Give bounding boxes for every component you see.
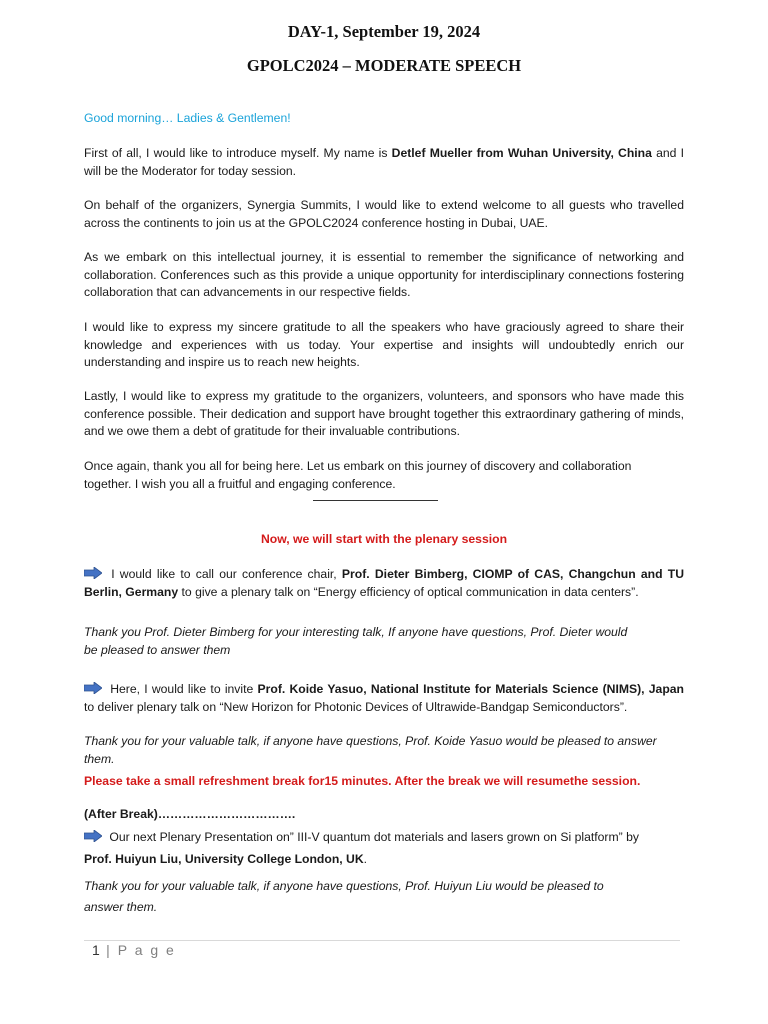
talk2-speaker: Prof. Koide Yasuo, National Institute for Materials Science (NIMS), Japan xyxy=(257,682,685,696)
footer-separator: | xyxy=(100,942,118,958)
talk3-speaker: Prof. Huiyun Liu, University College London, UK xyxy=(84,852,364,866)
talk3-text: Our next Plenary Presentation on” III-V quantum dot materials and lasers grown on Si platform” by xyxy=(106,830,639,844)
talk2-intro xyxy=(84,681,684,716)
organizers-paragraph: Lastly, I would like to express my gratitude to the organizers, volunteers, and sponsors who have made this conference possible. Their dedication and support have brought together this extraordinary gathering of minds, and we owe them a debt of gratitude for their invaluable contributions. xyxy=(84,389,684,438)
talk3-intro xyxy=(84,826,639,870)
page-number: 1 xyxy=(92,942,101,958)
talk1-thanks: Thank you Prof. Dieter Bimberg for your interesting talk, If anyone have questions, Prof. Dieter would be pleased to answer them xyxy=(84,625,628,657)
greeting-text: Good morning… Ladies & Gentlemen! xyxy=(84,111,291,125)
page-label: P a g e xyxy=(117,942,176,958)
right-arrow-icon xyxy=(84,567,102,579)
welcome-paragraph: On behalf of the organizers, Synergia Summits, I would like to extend welcome to all guests who travelled across the continents to join us at the GPOLC2024 conference hosting in Dubai, UAE. xyxy=(84,198,684,230)
break-notice: Please take a small refreshment break for15 minutes. After the break we will resumethe session. xyxy=(84,774,641,788)
journey-paragraph: As we embark on this intellectual journey, it is essential to remember the significance of networking and collaboration. Conferences such as this provide a unique opportunity for interdisciplinary connections fostering collaboration that can advancements in our respective fields. xyxy=(84,250,684,299)
talk1-speaker: Prof. Dieter Bimberg, CIOMP of CAS, Changchun and TU Berlin, Germany xyxy=(84,567,684,599)
talk2-thanks: Thank you for your valuable talk, if anyone have questions, Prof. Koide Yasuo would be pleased to answer them. xyxy=(84,734,657,766)
after-break-label: (After Break)……………………………. xyxy=(84,807,296,821)
talk1-intro xyxy=(84,566,684,601)
intro-paragraph xyxy=(84,145,684,180)
document-title: DAY-1, September 19, 2024 xyxy=(287,22,481,41)
section-divider xyxy=(313,500,438,501)
talk2-topic: to deliver plenary talk on “New Horizon for Photonic Devices of Ultrawide-Bandgap Semiconductors”. xyxy=(84,699,628,714)
intro-text-end: and I will be the Moderator for today session. xyxy=(84,146,684,178)
talk1-topic: to give a plenary talk on “Energy efficiency of optical communication in data centers”. xyxy=(178,584,639,599)
document-subtitle: GPOLC2024 – MODERATE SPEECH xyxy=(246,56,522,75)
footer-divider xyxy=(84,940,680,941)
talk3-thanks: Thank you for your valuable talk, if anyone have questions, Prof. Huiyun Liu would be pleased to answer them. xyxy=(84,879,604,914)
thanks-paragraph: Once again, thank you all for being here. Let us embark on this journey of discovery and collaboration together. I wish you all a fruitful and engaging conference. xyxy=(84,459,632,491)
talk3-end: . xyxy=(363,852,368,866)
right-arrow-icon xyxy=(84,830,102,842)
plenary-heading: Now, we will start with the plenary session xyxy=(260,532,508,546)
page-footer xyxy=(92,942,176,958)
talk2-text: Here, I would like to invite xyxy=(106,682,258,696)
talk1-text: I would like to call our conference chair, xyxy=(106,567,342,581)
moderator-name: Detlef Mueller from Wuhan University, China xyxy=(391,146,652,160)
speakers-paragraph: I would like to express my sincere gratitude to all the speakers who have graciously agreed to share their knowledge and experiences with us today. Your expertise and insights will undoubtedly enrich our understanding and inspire us to reach new heights. xyxy=(84,320,684,369)
intro-text: First of all, I would like to introduce myself. My name is xyxy=(84,146,392,160)
right-arrow-icon xyxy=(84,682,102,694)
